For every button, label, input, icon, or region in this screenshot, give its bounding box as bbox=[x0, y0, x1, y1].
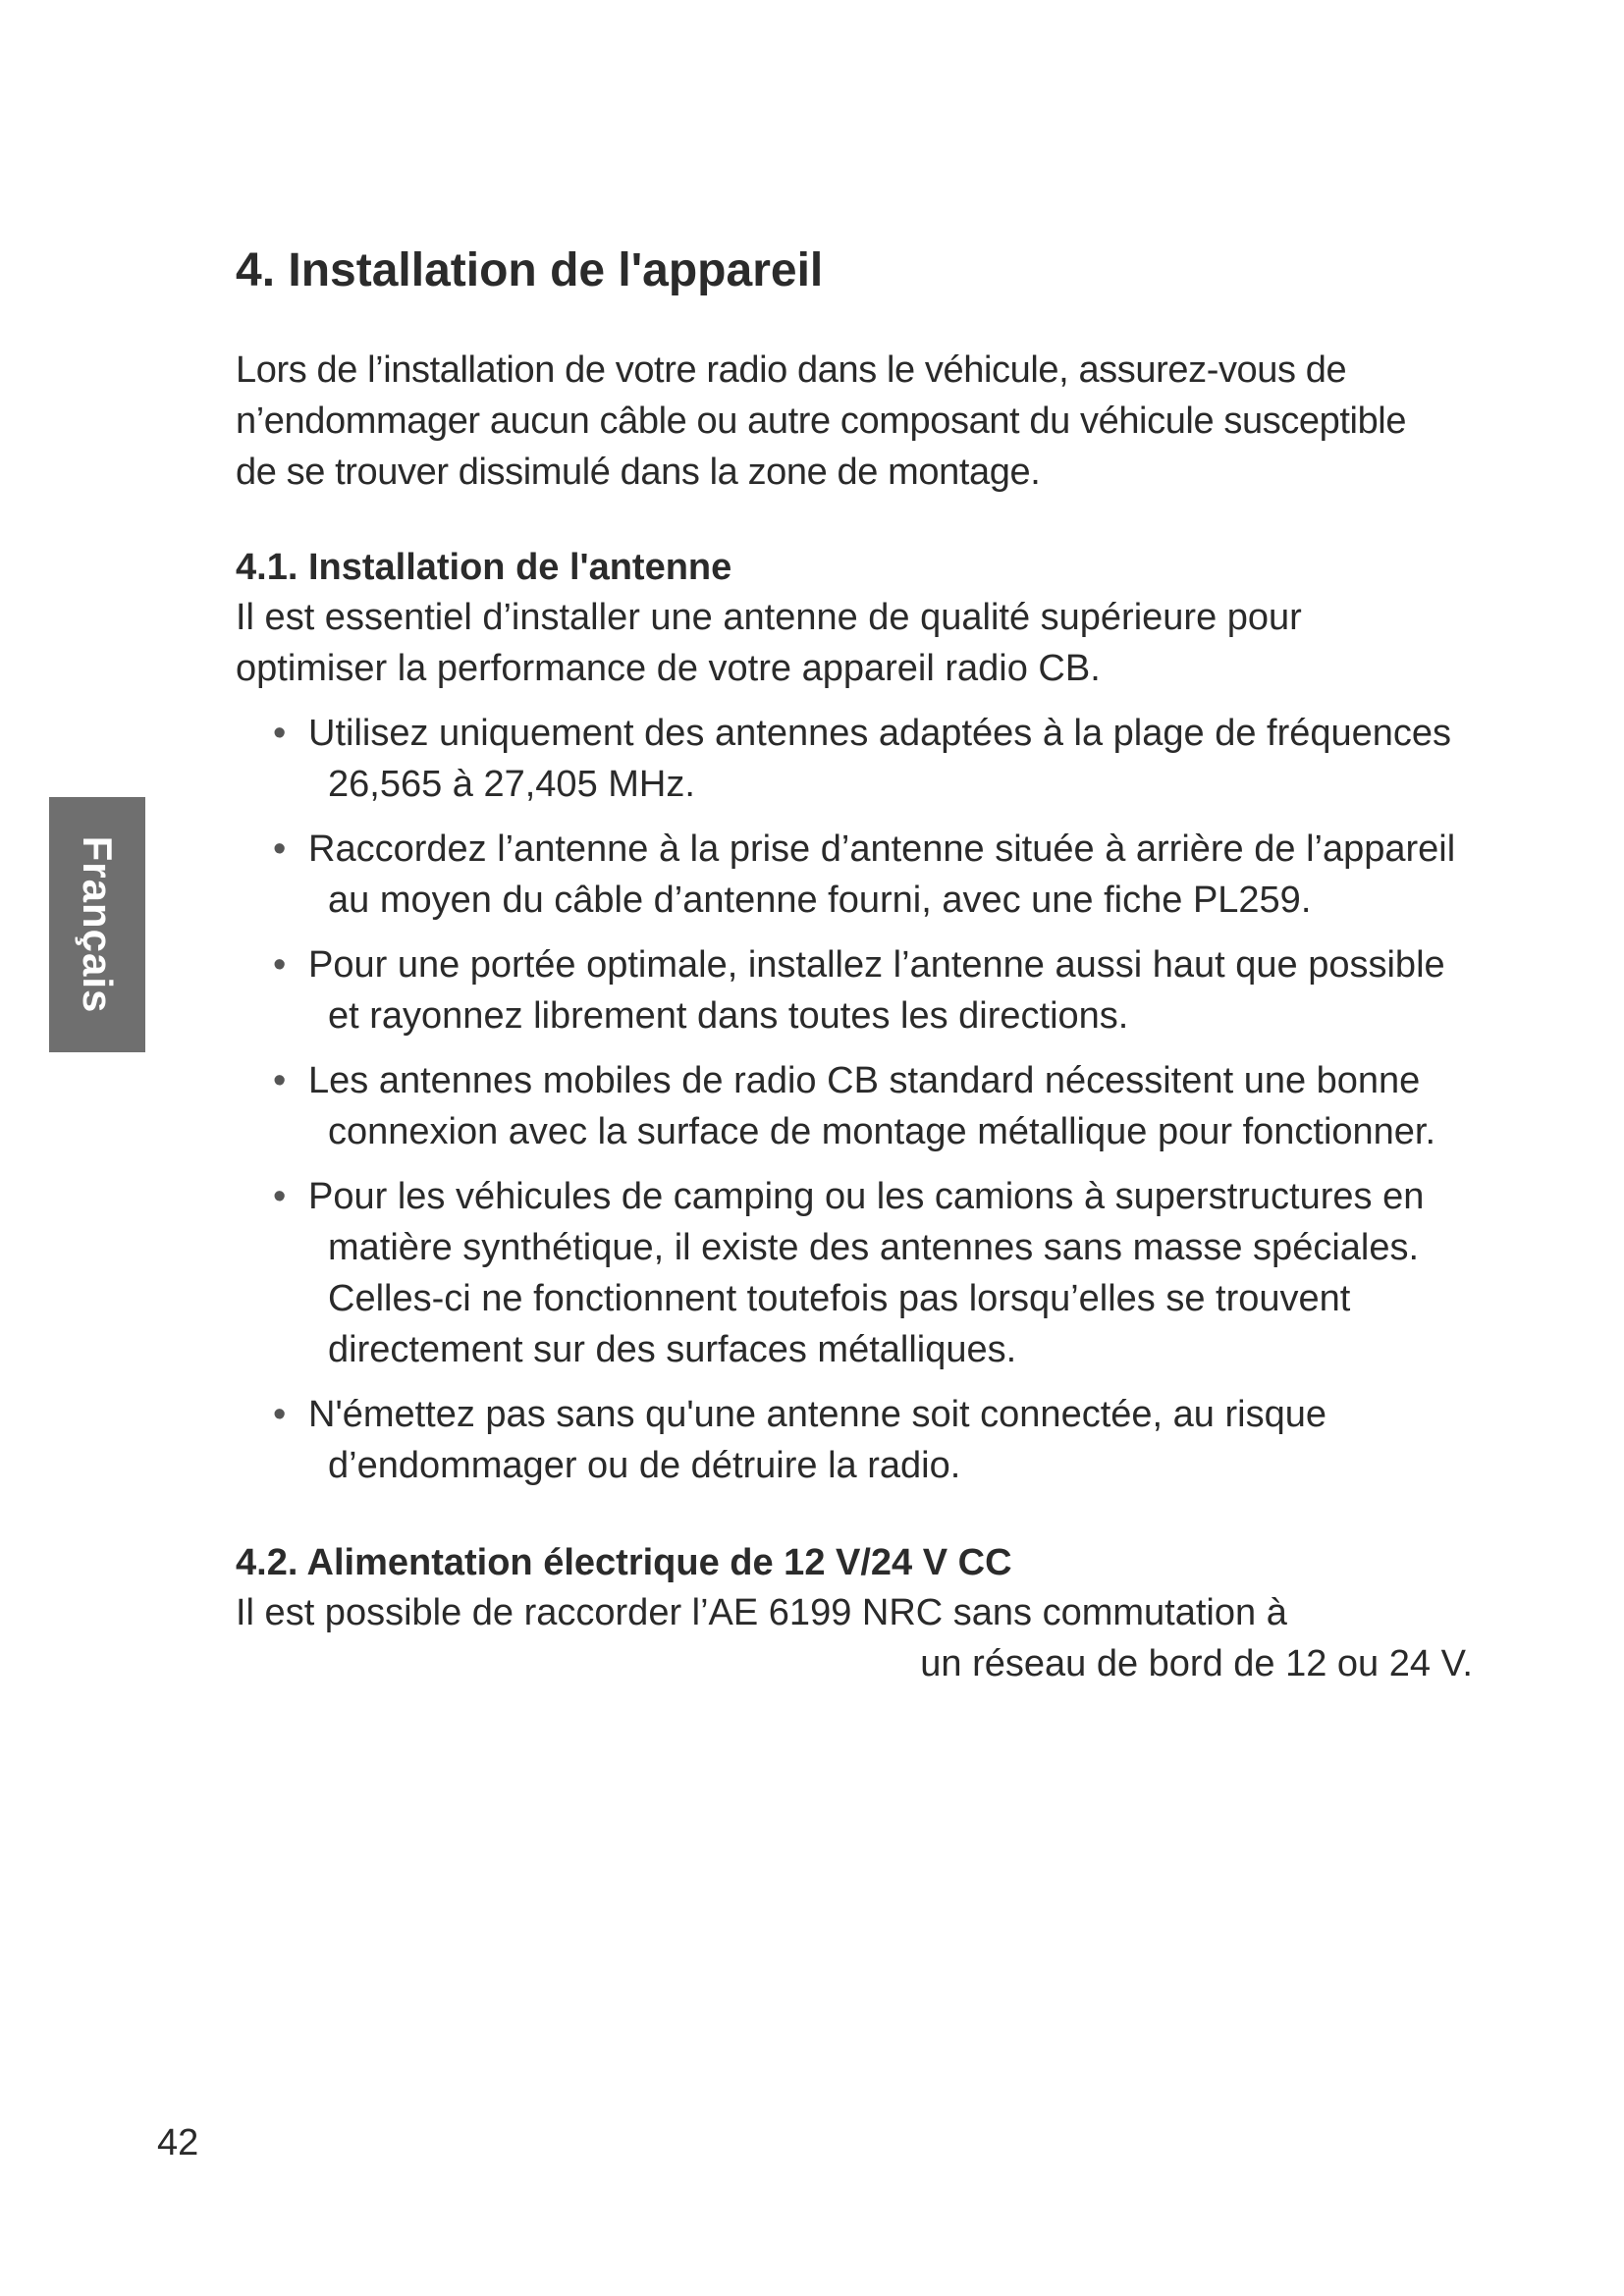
bullet-text: Pour les véhicules de camping ou les camions à superstructures en matière synthétique, il existe des antennes sans masse spéciales. Celles-ci ne fonctionnent toutefois pas lorsqu’elles se trouvent directement sur des surfaces métalliques. bbox=[308, 1175, 1425, 1370]
section-power-text bbox=[236, 1587, 1473, 1689]
language-tab-label: Français bbox=[75, 835, 121, 1014]
list-item bbox=[236, 708, 1467, 810]
bullet-text: N'émettez pas sans qu'une antenne soit connectée, au risque d’endommager ou de détruire la radio. bbox=[308, 1393, 1326, 1486]
bullet-icon: • bbox=[273, 712, 287, 754]
bullet-text: Pour une portée optimale, installez l’antenne aussi haut que possible et rayonnez librement dans toutes les directions. bbox=[308, 943, 1445, 1037]
section-antenna-heading: 4.1. Installation de l'antenne bbox=[236, 546, 732, 588]
bullet-icon: • bbox=[273, 1393, 287, 1435]
bullet-text: Les antennes mobiles de radio CB standard nécessitent une bonne connexion avec la surface de montage métallique pour fonctionner. bbox=[308, 1059, 1436, 1152]
list-item bbox=[236, 1389, 1467, 1491]
bullet-icon: • bbox=[273, 1175, 287, 1217]
section-antenna-text: Il est essentiel d’installer une antenne de qualité supérieure pour optimiser la performance de votre appareil radio CB. bbox=[236, 596, 1302, 689]
page-number: 42 bbox=[157, 2122, 199, 2163]
antenna-bullet-list bbox=[236, 708, 1512, 1491]
list-item bbox=[236, 1171, 1467, 1375]
intro-paragraph: Lors de l’installation de votre radio dans le véhicule, assurez-vous de n’endommager aucun câble ou autre composant du véhicule susceptible de se trouver dissimulé dans la zone de montage. bbox=[236, 348, 1407, 493]
power-text-line2: un réseau de bord de 12 ou 24 V. bbox=[920, 1642, 1473, 1684]
list-item bbox=[236, 1055, 1467, 1157]
bullet-text: Raccordez l’antenne à la prise d’antenne située à arrière de l’appareil au moyen du câble d’antenne fourni, avec une fiche PL259. bbox=[308, 828, 1456, 921]
language-tab bbox=[49, 797, 145, 1052]
power-text-line1: Il est possible de raccorder l’AE 6199 NRC sans commutation à bbox=[236, 1591, 1287, 1633]
section-power-heading: 4.2. Alimentation électrique de 12 V/24 V CC bbox=[236, 1541, 1012, 1583]
list-item bbox=[236, 824, 1467, 926]
bullet-icon: • bbox=[273, 828, 287, 870]
bullet-text: Utilisez uniquement des antennes adaptées à la plage de fréquences 26,565 à 27,405 MHz. bbox=[308, 712, 1452, 805]
bullet-icon: • bbox=[273, 943, 287, 986]
page-content bbox=[236, 245, 1512, 1689]
bullet-icon: • bbox=[273, 1059, 287, 1101]
list-item bbox=[236, 939, 1467, 1041]
page-title: 4. Installation de l'appareil bbox=[236, 244, 824, 296]
